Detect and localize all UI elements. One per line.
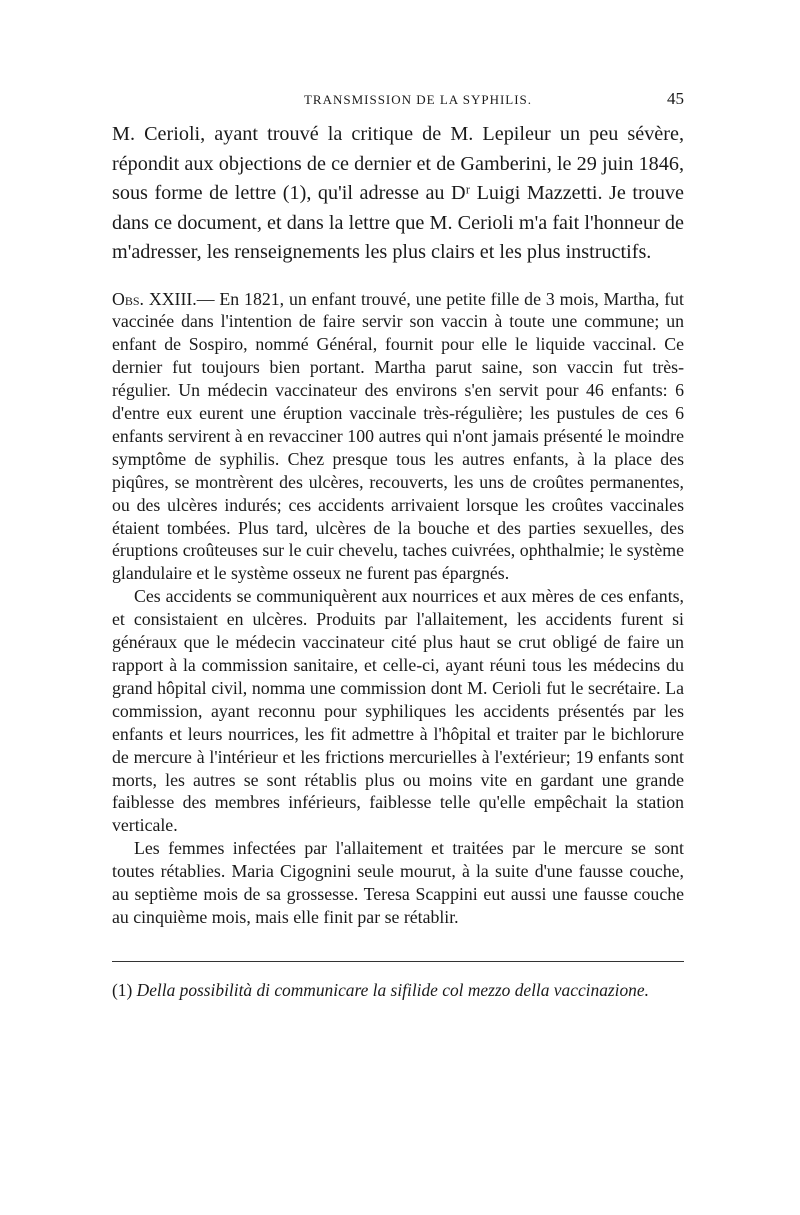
intro-section bbox=[112, 120, 684, 268]
observation-label: Obs. XXIII. bbox=[112, 288, 197, 309]
footnote-text: Della possibilità di communicare la sifilide col mezzo della vaccinazione. bbox=[136, 979, 649, 1000]
page-number: 45 bbox=[667, 89, 684, 108]
observation-paragraph-3: Les femmes infectées par l'allaitement et traitées par le mercure se sont toutes rétablies. Maria Cigognini seule mourut, à la suite d'une fausse couche, au septième mois de sa grossesse. Teresa Scappini eut aussi une fausse couche au cinquième mois, mais elle finit par se rétablir. bbox=[112, 838, 684, 927]
observation-section bbox=[112, 288, 684, 929]
intro-paragraph: M. Cerioli, ayant trouvé la critique de M. Lepileur un peu sévère, répondit aux objections de ce dernier et de Gamberini, le 29 juin 1846, sous forme de lettre (1), qu'il adresse au Dʳ Luigi Mazzetti. Je trouve dans ce document, et dans la lettre que M. Cerioli m'a fait l'honneur de m'adresser, les renseignements les plus clairs et les plus instructifs. bbox=[112, 123, 684, 263]
running-header bbox=[112, 89, 684, 116]
footnote-marker: (1) bbox=[112, 979, 133, 1000]
observation-paragraph-1 bbox=[112, 288, 684, 586]
footnote-divider bbox=[112, 961, 684, 962]
observation-text-1: — En 1821, un enfant trouvé, une petite fille de 3 mois, Martha, fut vaccinée dans l'intention de faire servir son vaccin à toute une commune; un enfant de Sospiro, nommé Général, fournit pour elle le liquide vaccinal. Ce dernier fut toujours bien portant. Martha parut saine, son vaccin fut très-régulier. Un médecin vaccinateur des environs s'en servit pour 46 enfants: 6 d'entre eux eurent une éruption vaccinale très-régulière; les pustules de ces 6 enfants servirent à en revacciner 100 autres qui n'ont jamais présenté le moindre symptôme de syphilis. Chez presque tous les autres enfants, à la place des piqûres, se montrèrent des ulcères, recouverts, les uns de croûtes permanentes, ou des ulcères indurés; ces accidents arrivaient lorsque les croûtes vaccinales étaient tombées. Plus tard, ulcères de la bouche et des parties sexuelles, des éruptions croûteuses sur le cuir chevelu, taches cuivrées, ophthalmie; le système glandulaire et le système osseux ne furent pas épargnés. bbox=[112, 288, 684, 584]
running-title: TRANSMISSION DE LA SYPHILIS. bbox=[303, 92, 533, 107]
footnote bbox=[112, 980, 684, 1001]
document-page bbox=[112, 89, 684, 1001]
observation-paragraph-2: Ces accidents se communiquèrent aux nourrices et aux mères de ces enfants, et consistaient en ulcères. Produits par l'allaitement, les accidents furent si généraux que le médecin vaccinateur cité plus haut se crut obligé de faire un rapport à la commission sanitaire, et celle-ci, ayant réuni tous les médecins du grand hôpital civil, nomma une commission dont M. Cerioli fut le secrétaire. La commission, ayant reconnu pour syphiliques les accidents présentés par les enfants et leurs nourrices, les fit admettre à l'hôpital et traiter par le bichlorure de mercure à l'intérieur et les frictions mercurielles à l'extérieur; 19 enfants sont morts, les autres se sont rétablis plus ou moins vite en gardant une grande faiblesse des membres inférieurs, faiblesse telle qu'elle empêchait la station verticale. bbox=[112, 586, 684, 836]
